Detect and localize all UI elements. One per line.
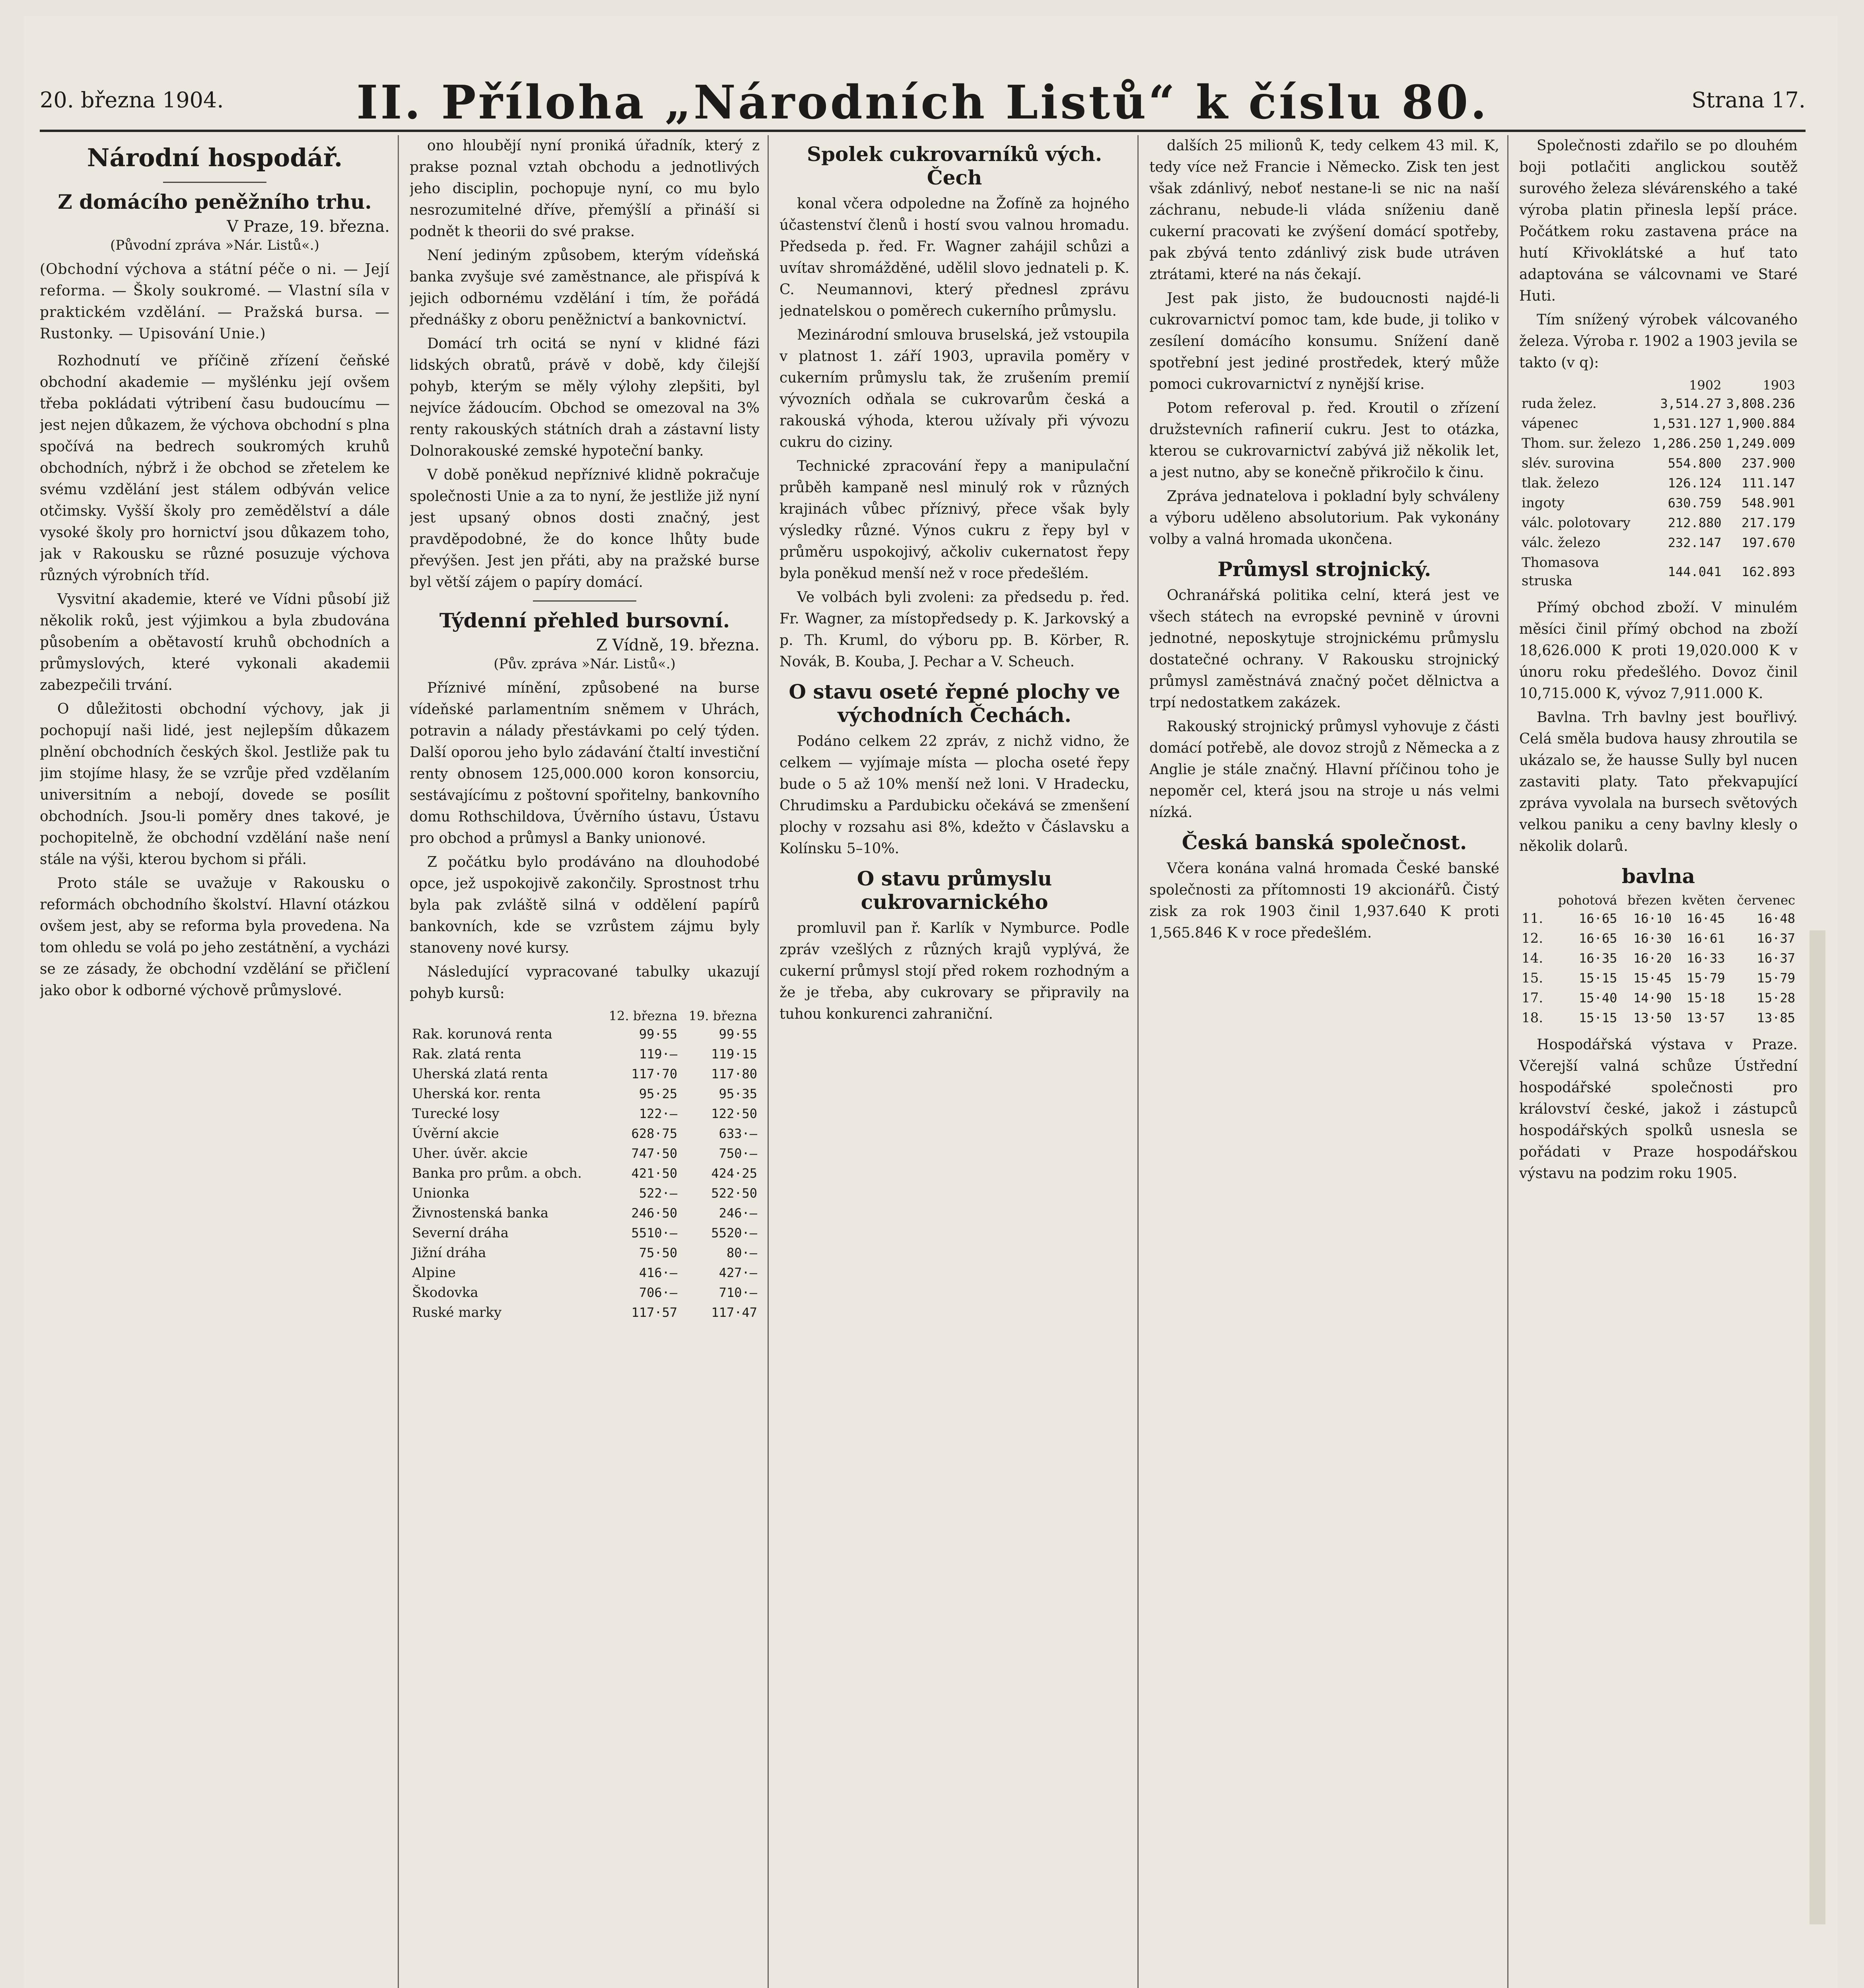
paragraph: Tím snížený výrobek válcovaného železa. Výroba r. 1902 a 1903 jevila se takto (v q): — [1519, 312, 1798, 371]
stock-name: Uherská kor. renta — [412, 1086, 541, 1102]
quantity: 630.759 — [1668, 495, 1722, 511]
column-divider — [398, 135, 399, 1988]
divider — [533, 600, 636, 602]
product-name: slév. surovina — [1522, 455, 1615, 471]
product-name: válc. polotovary — [1522, 515, 1631, 531]
table-header-row — [1519, 377, 1798, 394]
paragraph: Společnosti zdařilo se po dlouhém boji potlačiti anglickou soutěž surového železa slévárenského a také výroba platin přinesla lepší práce. Počátkem roku zastavena práce na hutí Křivoklátské a huť tato adaptována se válcovnami ve Staré Huti. — [1519, 138, 1798, 304]
stock-name: Ruské marky — [412, 1305, 502, 1320]
table-row — [1519, 948, 1798, 968]
section-title: Národní hospodář. — [87, 143, 343, 172]
price: 16·35 — [1579, 951, 1617, 966]
price: 16·33 — [1687, 951, 1725, 966]
stock-price: 117·80 — [711, 1066, 757, 1081]
masthead-rule — [40, 130, 1806, 132]
column-divider — [1137, 135, 1139, 1988]
stock-price: 747·50 — [631, 1146, 678, 1161]
stock-price: 706·— — [639, 1285, 678, 1300]
issue-date: 20. března 1904. — [40, 87, 224, 113]
quantity: 237.900 — [1742, 456, 1795, 471]
day: 12. — [1522, 930, 1543, 946]
day: 15. — [1522, 970, 1543, 986]
table-header: 1902 — [1689, 378, 1722, 393]
paragraph: Příznivé mínění, způsobené na burse vídeňské parlamentním sněmem v Uhrách, potravin a nálady přestávkami po celý týden. Další oporou jeho bylo zádavání čtaltí investiční renty obnosem 125,000.000 koron konsorciu, sestávajícímu z poštovní spořitelny, bankovního domu Rothschildova, Úvěrního ústavu, Ústavu pro obchod a průmysl a Banky unionové. — [410, 680, 760, 846]
table-row — [410, 1263, 760, 1283]
table-row — [1519, 1008, 1798, 1028]
price: 15·15 — [1579, 1010, 1617, 1025]
stock-price: 122·50 — [711, 1106, 757, 1121]
quantity: 197.670 — [1742, 535, 1795, 550]
paragraph: Rakouský strojnický průmysl vyhovuje z části domácí potřebě, ale dovoz strojů z Německa a z Anglie je stále značný. Hlavní příčinou toho je nepoměr cel, která jsou na stroje u nás velmi nízká. — [1149, 718, 1499, 821]
table-row — [410, 1303, 760, 1322]
column-4 — [1149, 135, 1499, 1988]
page-number: Strana 17. — [1691, 87, 1806, 113]
table-header: 12. března — [608, 1008, 678, 1023]
quantity: 1,286.250 — [1652, 436, 1722, 451]
paragraph: V době poněkud nepříznivé klidně pokračuje společnosti Unie a za to nyní, že jestliže již nyní jest upsaný obnos dosti značný, jest pravděpodobné, že do konce lhůty bude převýšen. Jest jen přáti, aby na pražské burse byl větší zájem o papíry domácí. — [410, 467, 760, 590]
production-table — [1519, 377, 1798, 591]
table-row — [410, 1084, 760, 1104]
quantity: 144.041 — [1668, 564, 1722, 579]
stock-name: Rak. zlatá renta — [412, 1046, 521, 1062]
stock-price: 99·55 — [719, 1027, 757, 1042]
table-row — [1519, 909, 1798, 928]
quantity: 111.147 — [1742, 476, 1795, 491]
table-row — [1519, 493, 1798, 513]
stock-price-table — [410, 1008, 760, 1322]
table-row — [1519, 473, 1798, 493]
stock-price: 633·— — [719, 1126, 757, 1141]
stock-price: 5520·— — [711, 1225, 757, 1241]
table-header: červenec — [1737, 893, 1795, 908]
article-dateline: Z Vídně, 19. března. — [596, 636, 760, 654]
price: 13·50 — [1633, 1010, 1672, 1025]
paragraph: promluvil pan ř. Karlík v Nymburce. Podle zpráv vzešlých z různých krajů vyplývá, že cukerní průmysl stojí před rokem rozhodným a že je třeba, aby cukrovary se připravily na tuhou konkurenci zahraniční. — [779, 920, 1129, 1022]
price: 15·28 — [1757, 990, 1795, 1006]
stock-price: 117·70 — [631, 1066, 678, 1081]
table-row — [410, 1124, 760, 1143]
article-title: Z domácího peněžního trhu. — [58, 190, 372, 214]
price: 13·57 — [1687, 1010, 1725, 1025]
paper-edge-stain — [1810, 930, 1825, 1924]
quantity: 548.901 — [1742, 495, 1795, 511]
table-row — [410, 1044, 760, 1064]
table-row — [1519, 533, 1798, 553]
masthead — [40, 76, 1806, 131]
table-row — [1519, 453, 1798, 473]
article-title: Týdenní přehled bursovní. — [439, 609, 730, 632]
article-lead: (Obchodní výchova a státní péče o ni. — Její reforma. — Školy soukromé. — Vlastní síla v praktickém vzdělání. — Pražská bursa. — Rustonky. — Upisování Unie.) — [40, 261, 390, 342]
table-row — [410, 1104, 760, 1124]
paragraph: Zpráva jednatelova i pokladní byly schváleny a výboru uděleno absolutorium. Pak vykonány volby a valná hromada ukončena. — [1149, 488, 1499, 547]
stock-price: 246·50 — [631, 1206, 678, 1221]
product-name: vápenec — [1522, 415, 1578, 431]
table-row — [1519, 968, 1798, 988]
stock-name: Turecké losy — [412, 1106, 500, 1122]
paragraph: Přímý obchod zboží. V minulém měsíci činil přímý obchod na zboží 18,626.000 K proti 19,020.000 K v únoru roku předešlého. Dovoz činil 10,715.000 K, vývoz 7,911.000 K. — [1519, 600, 1798, 702]
paragraph: Hospodářská výstava v Praze. Včerejší valná schůze Ústřední hospodářské společnosti pro království české, jakož i zástupců hospodářských spolků usnesla se pořádati v Praze hospodářskou výstavu na podzim roku 1905. — [1519, 1037, 1798, 1182]
price: 16·37 — [1757, 931, 1795, 946]
paragraph: Včera konána valná hromada České banské společnosti za přítomnosti 19 akcionářů. Čistý zisk za rok 1903 činil 1,937.640 K proti 1,565.846 K v roce předešlém. — [1149, 860, 1499, 941]
price: 15·79 — [1687, 971, 1725, 986]
column-1 — [40, 135, 390, 1988]
stock-name: Uher. úvěr. akcie — [412, 1145, 528, 1161]
table-caption: Následující vypracované tabulky ukazují pohyb kursů: — [410, 964, 760, 1002]
quantity: 232.147 — [1668, 535, 1722, 550]
paragraph: Technické zpracování řepy a manipulační průběh kampaně nesl minulý rok v různých krajinách vůbec příznivý, přece však byly výsledky různé. Výnos cukru z řepy byl v průměru uspokojivý, ačkoliv cukernatost řepy byla poněkud menší než v roce předešlém. — [779, 458, 1129, 582]
product-name: tlak. železo — [1522, 475, 1599, 491]
table-header: květen — [1681, 893, 1725, 908]
table-row — [1519, 394, 1798, 414]
table-row — [1519, 513, 1798, 533]
paragraph: Vysvitní akademie, které ve Vídni působí již několik roků, jest výjimkou a byla zbudována působením a obětavostí kruhů obchodních a průmyslových, které vykonali akademii zabezpečili trvání. — [40, 591, 390, 693]
price: 16·61 — [1687, 931, 1725, 946]
price: 16·30 — [1633, 931, 1672, 946]
table-header — [410, 1008, 600, 1024]
stock-name: Unionka — [412, 1185, 470, 1201]
price: 16·48 — [1757, 911, 1795, 926]
table-row — [1519, 414, 1798, 433]
paragraph: O důležitosti obchodní výchovy, jak ji pochopují naši lidé, jest nejlepším důkazem plnění obchodních českých škol. Jestliže pak tu jim stojíme hlasy, že se vzrůje před vzdělaním universitním a nebojí, dovede se posílit obchodních. Jsou-li poměry dnes takové, je pochopitelně, že obchodní vzdělání naše není stále na výši, kterou bychom si přáli. — [40, 701, 390, 868]
product-name: válc. železo — [1522, 535, 1601, 551]
stock-name: Jižní dráha — [412, 1245, 486, 1261]
table-header — [1519, 377, 1650, 394]
paragraph: konal včera odpoledne na Žofíně za hojného účastenství členů i hostí svou valnou hromadu. Předseda p. řed. Fr. Wagner zahájil schůzi a uvítav shromážděné, udělil slovo jednateli p. K. C. Neumannovi, který přednesl zprávu jednatelskou o poměrech cukerního průmyslu. — [779, 196, 1129, 319]
day: 11. — [1522, 911, 1543, 926]
stock-price: 119·— — [639, 1046, 678, 1062]
stock-name: Severní dráha — [412, 1225, 509, 1241]
price: 16·45 — [1687, 911, 1725, 926]
quantity: 212.880 — [1668, 515, 1722, 530]
quantity: 126.124 — [1668, 476, 1722, 491]
column-5 — [1519, 135, 1798, 1988]
stock-name: Rak. korunová renta — [412, 1026, 552, 1042]
stock-price: 750·— — [719, 1146, 757, 1161]
table-row — [410, 1283, 760, 1303]
article-dateline: V Praze, 19. března. — [227, 217, 390, 236]
paragraph: Podáno celkem 22 zpráv, z nichž vidno, že celkem — vyjímaje místa — plocha oseté řepy bude o 5 až 10% menší než loni. V Hradecku, Chrudimsku a Pardubicku očekává se zmenšení plochy v rozsahu asi 8%, kdežto v Čáslavsku a Kolínsku 5–10%. — [779, 733, 1129, 857]
column-3 — [779, 135, 1129, 1988]
cotton-price-table — [1519, 892, 1798, 1028]
stock-price: 710·— — [719, 1285, 757, 1300]
product-name: ingoty — [1522, 495, 1565, 511]
stock-name: Úvěrní akcie — [412, 1126, 499, 1142]
divider — [163, 182, 266, 183]
paragraph: Z počátku bylo prodáváno na dlouhodobé opce, jež uspokojivě zakončily. Sprostnost trhu byla pak zvláště silná v oddělení papírů bankovních, kde se vzrůstem zájmu byly stanoveny nové kursy. — [410, 854, 760, 956]
table-row — [1519, 433, 1798, 453]
stock-name: Uherská zlatá renta — [412, 1066, 548, 1082]
masthead-title: II. Příloha „Národních Listů“ k číslu 80. — [356, 76, 1489, 130]
table-row — [1519, 928, 1798, 948]
paragraph: Potom referoval p. řed. Kroutil o zřízení družstevních rafinerií cukru. Jest to otázka, kterou se cukrovarnictví zabývá již několik let, a jest nutno, aby se konečně přikročilo k činu. — [1149, 400, 1499, 481]
paragraph: Jest pak jisto, že budoucnosti najdé-li cukrovarnictví pomoc tam, kde bude, ji toliko v zesílení domácího konsumu. Snížení daně spotřební jest jediné prostředek, který může pomoci cukrovarnictví z nynější krise. — [1149, 290, 1499, 392]
quantity: 1,249.009 — [1726, 436, 1795, 451]
table-row — [1519, 988, 1798, 1008]
table-row — [410, 1243, 760, 1263]
paragraph: ono hloubějí nyní proniká úřadník, který z prakse poznal vztah obchodu a jednotlivých jeho disciplin, pochopuje nyní, co mu bylo nesrozumitelné dříve, přemýšlí a přináší si podnět k theorii do své prakse. — [410, 138, 760, 240]
stock-price: 117·47 — [711, 1305, 757, 1320]
quantity: 162.893 — [1742, 564, 1795, 579]
day: 17. — [1522, 990, 1543, 1006]
table-row — [410, 1143, 760, 1163]
stock-name: Živnostenská banka — [412, 1205, 549, 1221]
table-header: 19. března — [688, 1008, 757, 1023]
paragraph: Bavlna. Trh bavlny jest bouřlivý. Celá směla budova hausy zhroutila se ukázalo se, že hausse Sully byl nucen zastaviti platy. Tato překvapující zpráva vyvolala na bursech světových velkou paniku a ceny bavlny klesly o několik dolarů. — [1519, 709, 1798, 854]
stock-name: Škodovka — [412, 1285, 478, 1301]
stock-price: 80·— — [726, 1245, 757, 1260]
stock-price: 246·— — [719, 1206, 757, 1221]
paragraph: Rozhodnutí ve příčině zřízení čeňské obchodní akademie — myšlénku její ovšem třeba pokládati výtribení času budoucímu — jest nejen důkazem, že výchova obchodní s plna spočívá na bedrech soukromých kruhů obchodních, nýbrž i že obchod se zřetelem ke svému vzdělání jest stálem odbýván velice otčimsky. Vyšší školy pro zemědělství a dále vysoké školy pro hornictví jsou důkazem toho, jak v Rakousku se různé posuzuje výchova různých výrobních tříd. — [40, 353, 390, 584]
stock-price: 416·— — [639, 1265, 678, 1280]
product-name: Thom. sur. železo — [1522, 435, 1641, 451]
newspaper-page — [24, 16, 1837, 1988]
price: 16·65 — [1579, 911, 1617, 926]
product-name: Thomasova struska — [1522, 555, 1599, 589]
stock-price: 421·50 — [631, 1166, 678, 1181]
article-title: Průmysl strojnický. — [1217, 557, 1431, 581]
table-row — [410, 1064, 760, 1084]
stock-price: 95·25 — [639, 1086, 678, 1101]
stock-price: 424·25 — [711, 1166, 757, 1181]
article-title: O stavu průmyslu cukrovarnického — [857, 867, 1052, 914]
table-header — [1519, 892, 1548, 909]
table-header-row — [410, 1008, 760, 1024]
price: 14·90 — [1633, 990, 1672, 1006]
quantity: 217.179 — [1742, 515, 1795, 530]
price: 16·37 — [1757, 951, 1795, 966]
stock-price: 119·15 — [711, 1046, 757, 1062]
article-title: Česká banská společnost. — [1182, 831, 1467, 854]
paragraph: Ve volbách byli zvoleni: za předsedu p. řed. Fr. Wagner, za místopředsedy p. K. Jarkovský a p. Th. Kruml, do výboru pp. B. Körber, R. Novák, B. Kouba, J. Pechar a V. Scheuch. — [779, 589, 1129, 670]
stock-price: 95·35 — [719, 1086, 757, 1101]
table-row — [410, 1223, 760, 1243]
quantity: 3,514.27 — [1660, 396, 1722, 411]
table-header-row — [1519, 892, 1798, 909]
price: 16·20 — [1633, 951, 1672, 966]
article-title: Spolek cukrovarníků vých. Čech — [807, 142, 1102, 189]
price: 15·79 — [1757, 971, 1795, 986]
stock-price: 628·75 — [631, 1126, 678, 1141]
price: 13·85 — [1757, 1010, 1795, 1025]
stock-price: 427·— — [719, 1265, 757, 1280]
stock-name: Banka pro prům. a obch. — [412, 1165, 582, 1181]
article-source: (Původní zpráva »Nár. Listů«.) — [110, 237, 319, 253]
paragraph: Proto stále se uvažuje v Rakousku o reformách obchodního školství. Hlavní otázkou ovšem jest, aby se reforma byla provedena. Na tom ohledu se volá po jeho zestátnění, a vycházi se ze zásady, že obchodní vzdělání se přičlení jako obor k odborné výchově průmyslové. — [40, 875, 390, 999]
table-header: pohotová — [1558, 893, 1617, 908]
quantity: 1,900.884 — [1726, 416, 1795, 431]
paragraph: Mezinárodní smlouva bruselská, jež vstoupila v platnost 1. září 1903, upravila poměry v cukerním průmyslu tak, že zrušením premií vývozních odňala se cukrovarům česká a rakouská výhoda, kterou užívaly při vývozu cukru do ciziny. — [779, 327, 1129, 450]
stock-price: 75·50 — [639, 1245, 678, 1260]
stock-price: 99·55 — [639, 1027, 678, 1042]
article-title: O stavu oseté řepné plochy ve východních Čechách. — [789, 680, 1120, 727]
stock-price: 5510·— — [631, 1225, 678, 1241]
table-row — [410, 1203, 760, 1223]
paragraph: Domácí trh ocitá se nyní v klidné fázi lidských obratů, právě v době, kdy čilejší pohyb, kterým se měly výlohy zlepšiti, byl nejvíce žádoucím. Obchod se omezoval na 3% renty rakouských státních drah a zástavní listy Dolnorakouské zemské hypoteční banky. — [410, 336, 760, 459]
column-2 — [410, 135, 760, 1988]
price: 15·18 — [1687, 990, 1725, 1006]
price: 15·45 — [1633, 971, 1672, 986]
table-header: 1903 — [1763, 378, 1795, 393]
table-row — [1519, 553, 1798, 591]
paragraph: dalších 25 milionů K, tedy celkem 43 mil. K, tedy více než Francie i Německo. Zisk ten jest však zdánlivý, neboť nestane-li se nic na naší záchranu, nebude-li vláda sníženiu daně cukerní pracovati ke zvýšení domácí spotřeby, pak zbývá tento zdánlivý zisk bude utráven ztrátami, které na nás čekají. — [1149, 138, 1499, 283]
table-row — [410, 1183, 760, 1203]
price: 16·10 — [1633, 911, 1672, 926]
stock-price: 522·50 — [711, 1186, 757, 1201]
table-header: březen — [1627, 893, 1672, 908]
day: 14. — [1522, 950, 1543, 966]
table-row — [410, 1024, 760, 1044]
table-row — [410, 1163, 760, 1183]
quantity: 554.800 — [1668, 456, 1722, 471]
price: 15·15 — [1579, 971, 1617, 986]
stock-name: Alpine — [412, 1265, 456, 1281]
stock-price: 122·— — [639, 1106, 678, 1121]
article-source: (Pův. zpráva »Nár. Listů«.) — [494, 656, 676, 672]
table-title: bavlna — [1621, 864, 1695, 888]
paragraph: Není jediným způsobem, kterým vídeňská banka zvyšuje své zaměstnance, ale přispívá k jejich odbornému vzdělání i tím, že pořádá přednášky z oboru peněžnictví a bankovnictví. — [410, 247, 760, 328]
quantity: 3,808.236 — [1726, 396, 1795, 411]
price: 15·40 — [1579, 990, 1617, 1006]
price: 16·65 — [1579, 931, 1617, 946]
stock-price: 522·— — [639, 1186, 678, 1201]
product-name: ruda želez. — [1522, 396, 1597, 412]
quantity: 1,531.127 — [1652, 416, 1722, 431]
paragraph: Ochranářská politika celní, která jest ve všech státech na evropské pevnině v úrovni jednotné, neposkytuje strojnickému průmyslu dostatečné ochrany. V Rakousku strojnický průmysl zaměstnává značný počet dělnictva a trpí nedostatkem zakázek. — [1149, 587, 1499, 711]
day: 18. — [1522, 1010, 1543, 1026]
stock-price: 117·57 — [631, 1305, 678, 1320]
column-divider — [1507, 135, 1508, 1988]
column-divider — [768, 135, 769, 1988]
